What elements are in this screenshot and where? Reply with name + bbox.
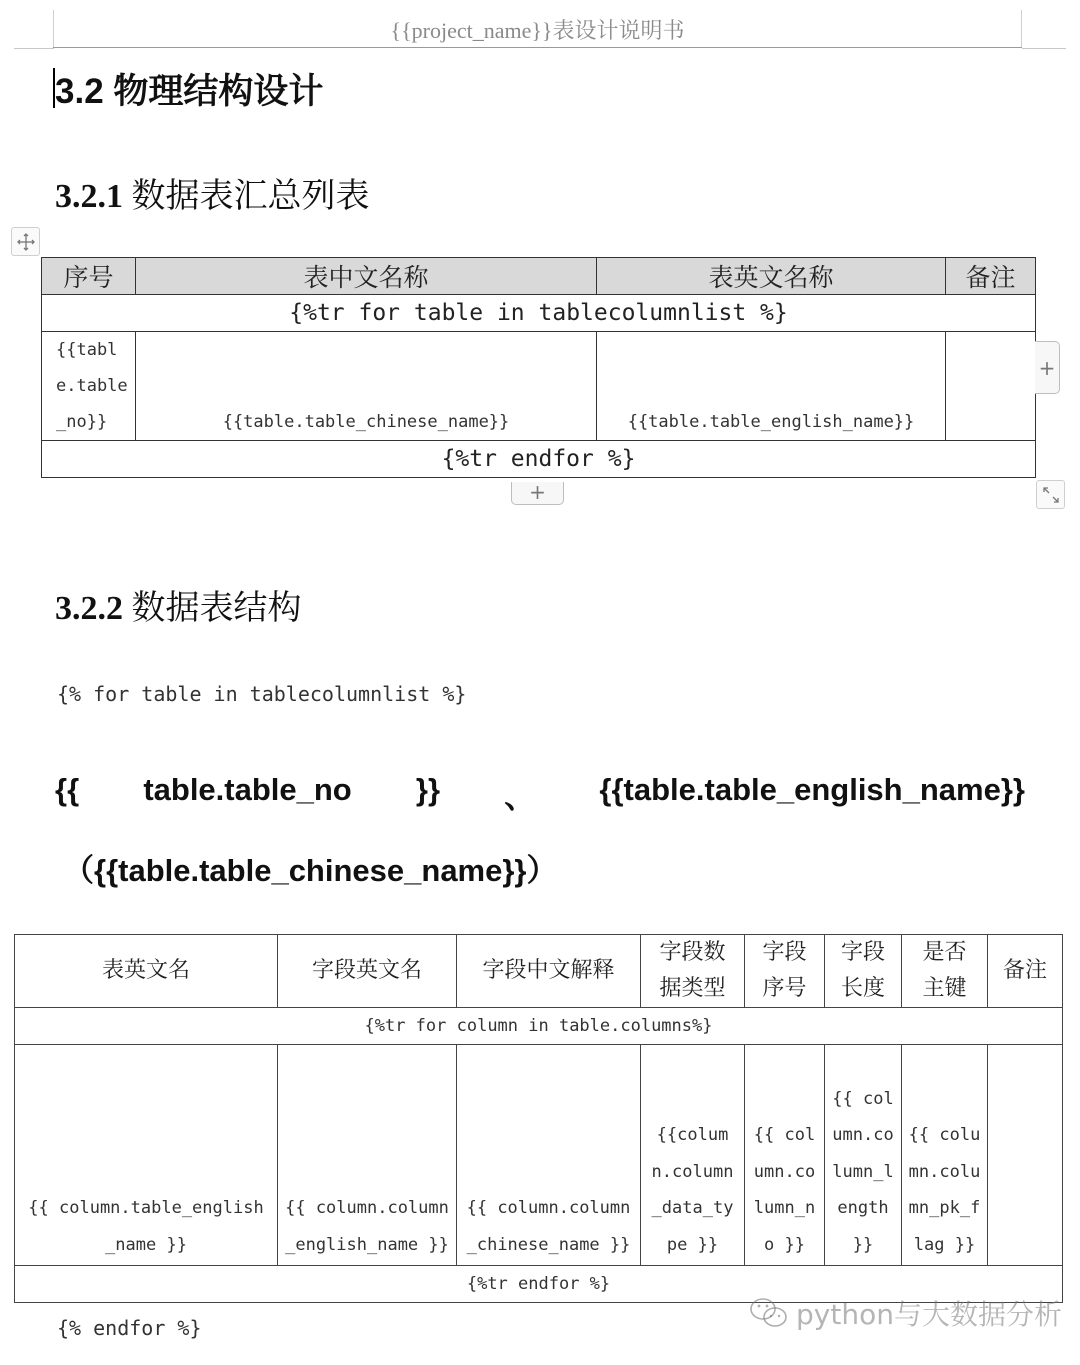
title-close-brace: }} — [415, 772, 441, 807]
subsection-title: 数据表汇总列表 — [131, 178, 370, 215]
cell-table-english-name[interactable]: {{table.table_english_name}} — [597, 332, 946, 441]
cell-column-chinese-name[interactable]: {{ column.column_chinese_name }} — [457, 1045, 641, 1266]
for-loop-statement[interactable]: {% for table in tablecolumnlist %} — [57, 682, 467, 706]
header-field-chinese-desc[interactable]: 字段中文解释 — [457, 935, 641, 1008]
column-loop-end-cell[interactable]: {%tr endfor %} — [15, 1266, 1063, 1303]
loop-end-row — [42, 441, 1036, 478]
plus-icon: + — [529, 480, 546, 504]
header-cell-english-name[interactable]: 表英文名称 — [597, 258, 946, 295]
structure-header-row — [15, 935, 1063, 1008]
column-loop-start-cell[interactable]: {%tr for column in table.columns%} — [15, 1008, 1063, 1045]
table-resize-handle[interactable] — [1036, 480, 1065, 509]
loop-end-cell[interactable]: {%tr endfor %} — [42, 441, 1036, 478]
move-icon — [16, 232, 36, 252]
subsection-number: 3.2.1 — [55, 178, 123, 215]
watermark — [748, 1293, 1062, 1333]
header-field-english-name[interactable]: 字段英文名 — [278, 935, 457, 1008]
header-field-length[interactable]: 字段长度 — [825, 935, 902, 1008]
subsection-heading-2[interactable] — [55, 580, 302, 629]
loop-start-text: {%tr for table in tablecolumnlist %} — [289, 300, 788, 326]
cell-table-no[interactable]: {{table.table_no}} — [42, 332, 136, 441]
subsection-heading-1[interactable] — [55, 168, 370, 217]
margin-mark-left — [14, 48, 54, 49]
header-remark[interactable]: 备注 — [988, 935, 1063, 1008]
summary-table-header-row — [42, 258, 1036, 295]
title-separator: 、 — [504, 780, 536, 815]
loop-start-cell[interactable] — [42, 295, 1036, 332]
cell-table-english-name[interactable]: {{ column.table_english_name }} — [15, 1045, 278, 1266]
section-heading[interactable]: 3.2 物理结构设计 — [55, 72, 324, 111]
cell-column-pk-flag[interactable]: {{ column.column_pk_flag }} — [902, 1045, 988, 1266]
header-field-data-type[interactable]: 字段数据类型 — [641, 935, 745, 1008]
table-title-line-1[interactable] — [55, 772, 1025, 817]
cell-column-english-name[interactable]: {{ column.column_english_name }} — [278, 1045, 457, 1266]
header-rule — [53, 47, 1022, 48]
header-cell-chinese-name[interactable]: 表中文名称 — [136, 258, 597, 295]
structure-table[interactable] — [14, 934, 1063, 1303]
subsection-number: 3.2.2 — [55, 590, 123, 627]
wechat-icon — [748, 1296, 790, 1330]
plus-icon: + — [1038, 355, 1056, 380]
table-row — [42, 332, 1036, 441]
loop-start-row — [42, 295, 1036, 332]
watermark-text: python与大数据分析 — [796, 1298, 1062, 1331]
add-row-button[interactable] — [511, 482, 564, 505]
header-is-pk[interactable]: 是否主键 — [902, 935, 988, 1008]
endfor-statement[interactable]: {% endfor %} — [57, 1316, 202, 1340]
page-header[interactable]: {{project_name}}表设计说明书 — [390, 18, 685, 43]
add-column-button[interactable] — [1035, 341, 1060, 394]
header-cell-remark[interactable]: 备注 — [946, 258, 1036, 295]
title-open-brace: {{ — [55, 772, 80, 807]
table-title-line-2[interactable]: （{{table.table_chinese_name}}） — [63, 853, 558, 888]
header-table-english-name[interactable]: 表英文名 — [15, 935, 278, 1008]
cell-column-no[interactable]: {{ column.column_no }} — [745, 1045, 825, 1266]
title-english-name: {{table.table_english_name}} — [599, 772, 1025, 807]
cell-column-length[interactable]: {{ column.column_length }} — [825, 1045, 902, 1266]
cell-remark[interactable] — [988, 1045, 1063, 1266]
summary-table[interactable] — [41, 257, 1036, 478]
header-cell-no[interactable]: 序号 — [42, 258, 136, 295]
subsection-title: 数据表结构 — [131, 590, 302, 627]
header-field-no[interactable]: 字段序号 — [745, 935, 825, 1008]
cell-remark[interactable] — [946, 332, 1036, 441]
cell-column-data-type[interactable]: {{column.column_data_type }} — [641, 1045, 745, 1266]
table-move-handle[interactable] — [11, 227, 40, 256]
column-loop-start-row — [15, 1008, 1063, 1045]
table-row — [15, 1045, 1063, 1266]
cell-table-chinese-name[interactable]: {{table.table_chinese_name}} — [136, 332, 597, 441]
resize-icon — [1041, 485, 1061, 505]
title-table-no: table.table_no — [143, 772, 352, 807]
margin-mark-right — [1022, 48, 1066, 49]
